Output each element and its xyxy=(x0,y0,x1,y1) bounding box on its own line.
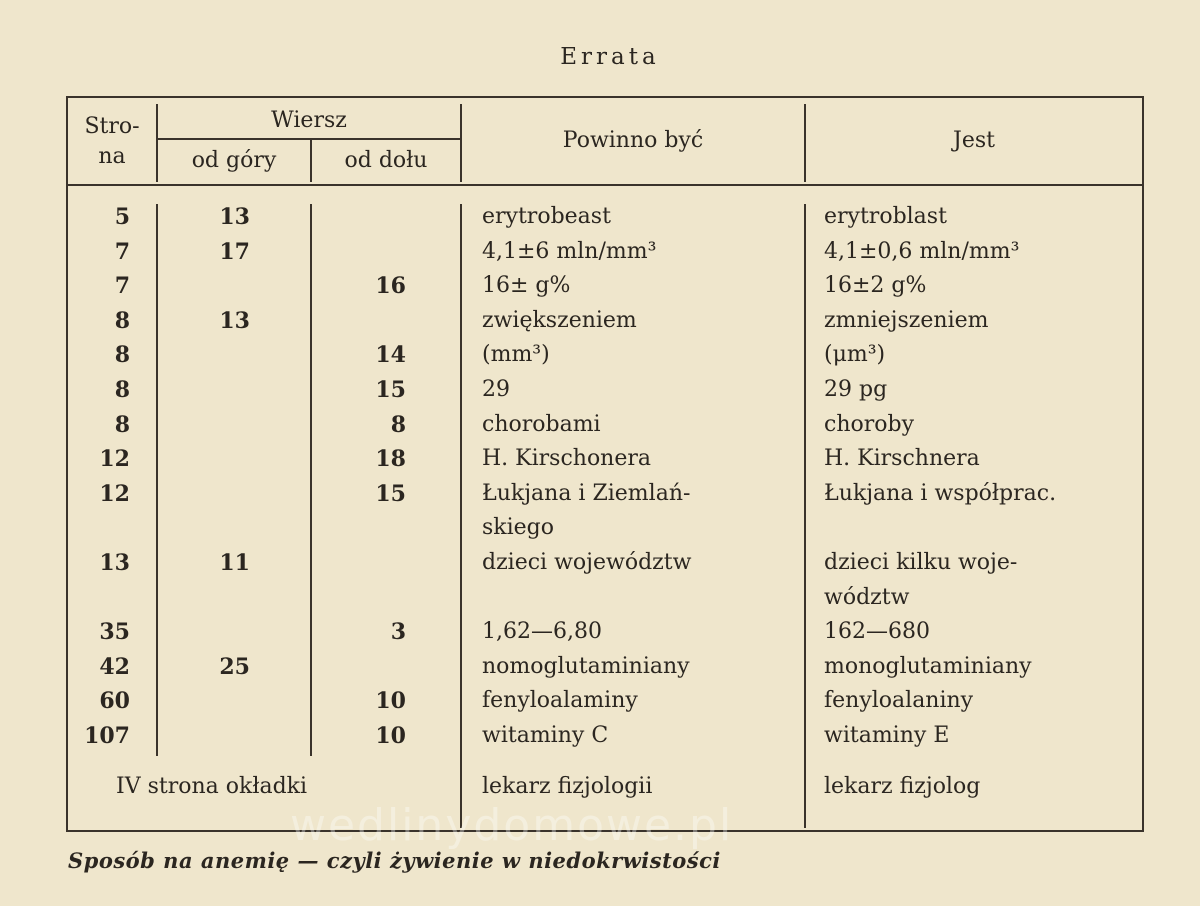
cell-gory: 13 xyxy=(219,204,250,230)
cell-dolu: 16 xyxy=(375,273,406,300)
cell-strona: 12 xyxy=(99,446,130,473)
cell-gory: 17 xyxy=(219,238,250,265)
cell-powinno: nomoglutaminiany xyxy=(482,653,690,679)
header-bottom-line xyxy=(68,184,1142,186)
cell-strona: 7 xyxy=(114,273,130,300)
cell-jest: wództw xyxy=(824,584,910,610)
footer-label: IV strona okładki xyxy=(116,774,308,799)
footer-jest: lekarz fizjolog xyxy=(824,774,981,799)
cell-jest: zmniejszeniem xyxy=(824,307,989,333)
page-title: Errata xyxy=(560,44,660,70)
cell-strona: 5 xyxy=(114,204,130,230)
cell-powinno: 1,62—6,80 xyxy=(482,619,602,645)
cell-jest: 162—680 xyxy=(824,619,930,645)
cell-powinno: chorobami xyxy=(482,411,601,437)
cell-strona: 13 xyxy=(99,550,130,576)
cell-jest: fenyloalaniny xyxy=(824,688,974,714)
cell-powinno: skiego xyxy=(482,515,555,541)
cell-jest: Łukjana i współprac. xyxy=(824,480,1057,506)
cell-powinno: zwiększeniem xyxy=(482,307,637,333)
cell-strona: 35 xyxy=(99,619,130,646)
cell-jest: erytroblast xyxy=(824,204,947,229)
cell-jest: 16±2 g% xyxy=(824,273,927,299)
cell-dolu: 3 xyxy=(390,619,406,646)
header-wiersz: Wiersz xyxy=(271,108,347,133)
body-divider-wiersz xyxy=(460,204,462,828)
cell-dolu: 8 xyxy=(390,411,406,438)
watermark: wedlinydomowe.pl xyxy=(290,800,734,851)
cell-strona: 8 xyxy=(114,307,130,334)
cell-powinno: witaminy C xyxy=(482,723,609,748)
cell-jest: monoglutaminiany xyxy=(824,653,1032,679)
cell-jest: 29 pg xyxy=(824,377,888,402)
cell-jest: choroby xyxy=(824,411,915,437)
header-od-gory: od góry xyxy=(191,148,277,173)
cell-dolu: 18 xyxy=(375,446,406,473)
caption: Sposób na anemię — czyli żywienie w niedokrwistości xyxy=(68,848,721,873)
cell-dolu: 10 xyxy=(375,723,406,749)
cell-dolu: 15 xyxy=(375,377,406,403)
cell-jest: (μm³) xyxy=(824,342,886,368)
cell-strona: 8 xyxy=(114,411,130,438)
header-od-dolu: od dołu xyxy=(344,148,428,173)
cell-jest: witaminy E xyxy=(824,723,950,748)
cell-dolu: 10 xyxy=(375,688,406,715)
cell-powinno: Łukjana i Ziemlań- xyxy=(482,480,691,506)
cell-dolu: 15 xyxy=(375,480,406,507)
cell-strona: 7 xyxy=(114,238,130,265)
errata-table xyxy=(66,96,1144,832)
cell-jest: H. Kirschnera xyxy=(824,446,980,472)
header-strona: Stro- na xyxy=(84,114,140,169)
cell-powinno: (mm³) xyxy=(482,342,550,368)
cell-powinno: 16± g% xyxy=(482,273,571,299)
cell-strona: 8 xyxy=(114,377,130,403)
cell-jest: 4,1±0,6 mln/mm³ xyxy=(824,238,1020,264)
footer-powinno: lekarz fizjologii xyxy=(482,774,653,799)
cell-powinno: dzieci województw xyxy=(482,550,692,575)
cell-gory: 11 xyxy=(219,550,250,576)
cell-powinno: H. Kirschonera xyxy=(482,446,652,472)
header-jest: Jest xyxy=(953,128,995,153)
header-powinno: Powinno być xyxy=(562,128,704,153)
body-divider-powinno xyxy=(804,204,806,828)
cell-strona: 107 xyxy=(84,723,130,749)
cell-dolu: 14 xyxy=(375,342,406,369)
cell-jest: dzieci kilku woje- xyxy=(824,550,1018,575)
cell-strona: 8 xyxy=(114,342,130,369)
cell-strona: 42 xyxy=(99,653,130,680)
divider-wiersz-sub xyxy=(158,138,460,140)
cell-powinno: 4,1±6 mln/mm³ xyxy=(482,238,657,264)
cell-strona: 12 xyxy=(99,480,130,507)
cell-powinno: fenyloalaminy xyxy=(482,688,638,714)
cell-powinno: erytrobeast xyxy=(482,204,611,229)
cell-strona: 60 xyxy=(99,688,130,715)
cell-gory: 13 xyxy=(219,307,250,334)
cell-powinno: 29 xyxy=(482,377,510,402)
cell-gory: 25 xyxy=(219,653,250,680)
